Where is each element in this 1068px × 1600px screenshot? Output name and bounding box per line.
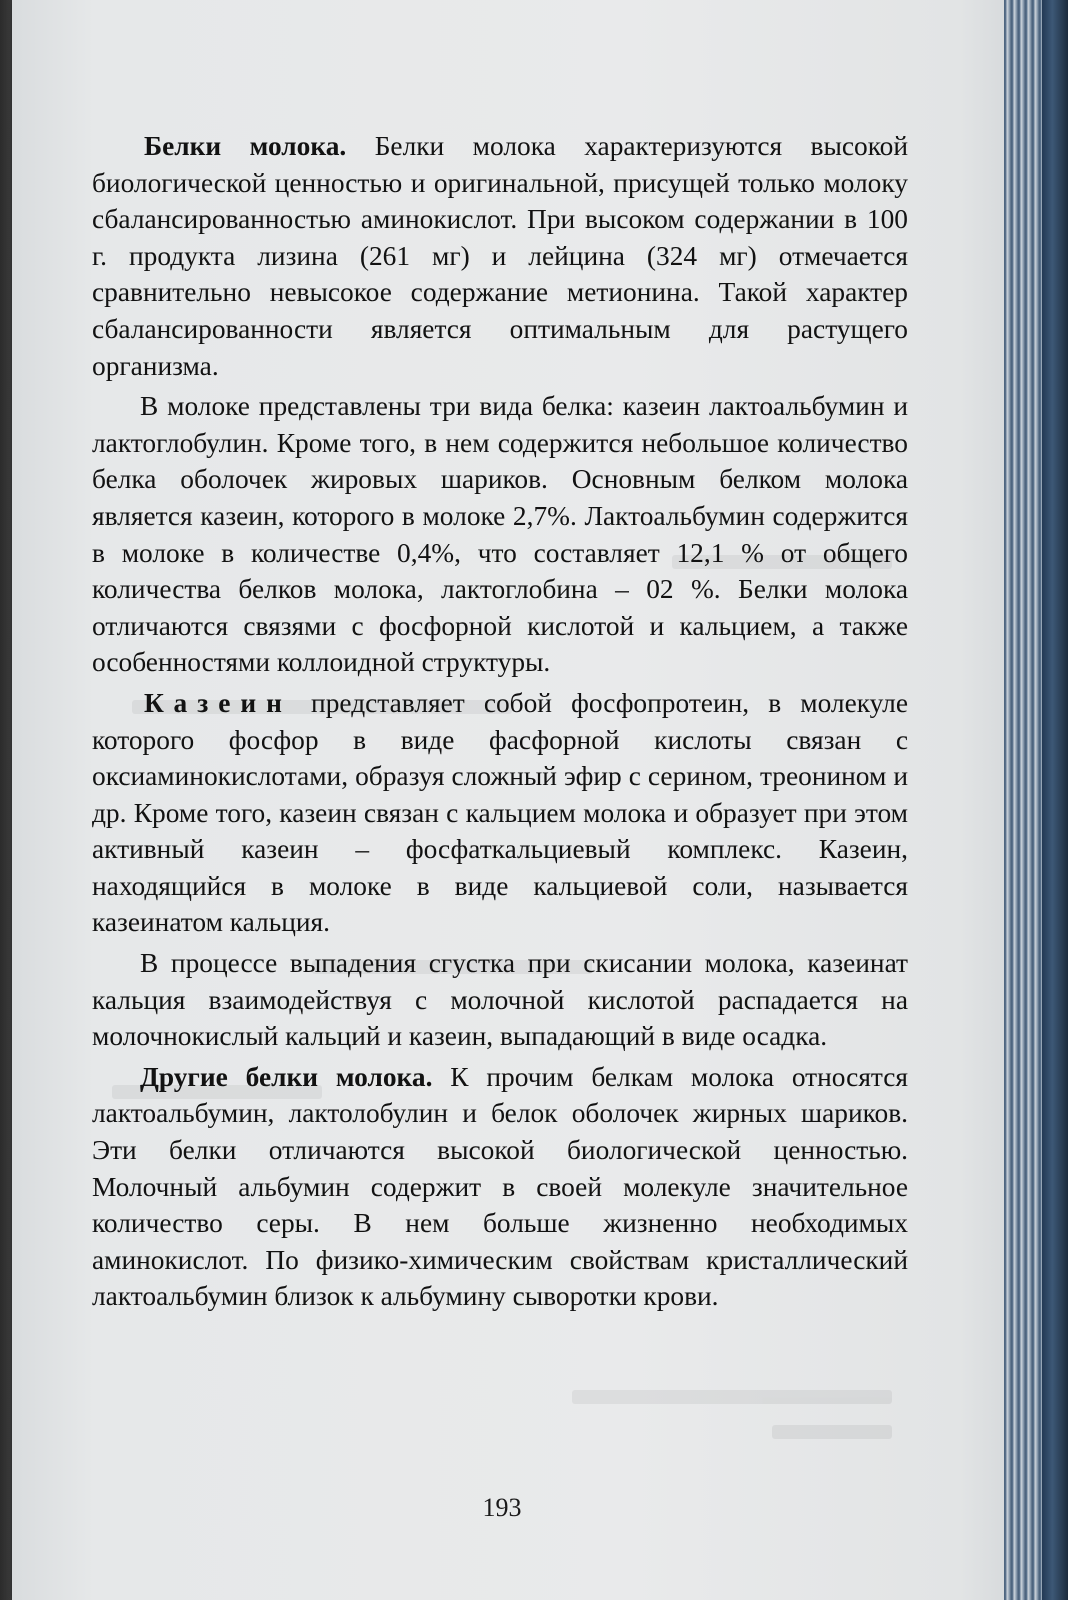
paragraph-text: Белки молока характеризуются высокой биологической ценностью и оригинальной, присущей только молоку сбалансированностью аминокислот. При высоком содержании в 100 г. продукта лизина (261 мг) и лейцина (324 мг) отмечается сравнительно невысокое содержание метионина. Такой характер сбалансированности является оптимальным для растущего организма. (92, 131, 908, 381)
page-edge-stack (1004, 0, 1042, 1600)
paragraph-casein (92, 685, 908, 941)
paragraph-text: К прочим белкам молока относятся лактоальбумин, лактолобулин и белок оболочек жирных шариков. Эти белки отличаются высокой биологической ценностью. Молочный альбумин содержит в своей молекуле значительное количество серы. В нем больше жизненно необходимых аминокислот. По физико-химическим свойствам кристаллический лактоальбумин близок к альбумину сыворотки крови. (92, 1061, 908, 1312)
body-text (92, 128, 908, 1319)
page-number: 193 (482, 1493, 522, 1522)
paragraph-text: В молоке представлены три вида белка: казеин лактоальбумин и лактоглобулин. Кроме того, в нем содержится небольшое количество белка оболочек жировых шариков. Основным белком молока является казеин, которого в молоке 2,7%. Лактоальбумин содержится в молоке в количестве 0,4%, что составляет 12,1 % от общего количества белков молока, лактоглобина – 02 %. Белки молока отличаются связями с фосфорной кислотой и кальцием, а также особенностями коллоидной структуры. (92, 391, 908, 678)
heading-other-proteins: Другие белки молока. (140, 1061, 433, 1092)
book-page (12, 0, 1042, 1600)
heading-casein: Казеин (144, 687, 292, 718)
paragraph-other-proteins (92, 1059, 908, 1315)
paragraph-protein-types (92, 388, 908, 681)
paragraph-milk-proteins (92, 128, 908, 384)
paragraph-text: представляет собой фосфопротеин, в молекуле которого фосфор в виде фасфорной кислоты связан с оксиаминокислотами, образуя сложный эфир с серином, треонином и др. Кроме того, казеин связан с кальцием молока и образует при этом активный казеин – фосфаткальциевый комплекс. Казеин, находящийся в молоке в виде кальциевой соли, называется казеинатом кальция. (92, 687, 908, 938)
paragraph-text: В процессе выпадения сгустка при скисании молока, казеинат кальция взаимодействуя с молочной кислотой распадается на молочнокислый кальций и казеин, выпадающий в виде осадка. (92, 948, 908, 1052)
paragraph-curdling (92, 945, 908, 1055)
heading-milk-proteins: Белки молока. (144, 131, 347, 161)
book-cover-edge (1042, 0, 1068, 1600)
